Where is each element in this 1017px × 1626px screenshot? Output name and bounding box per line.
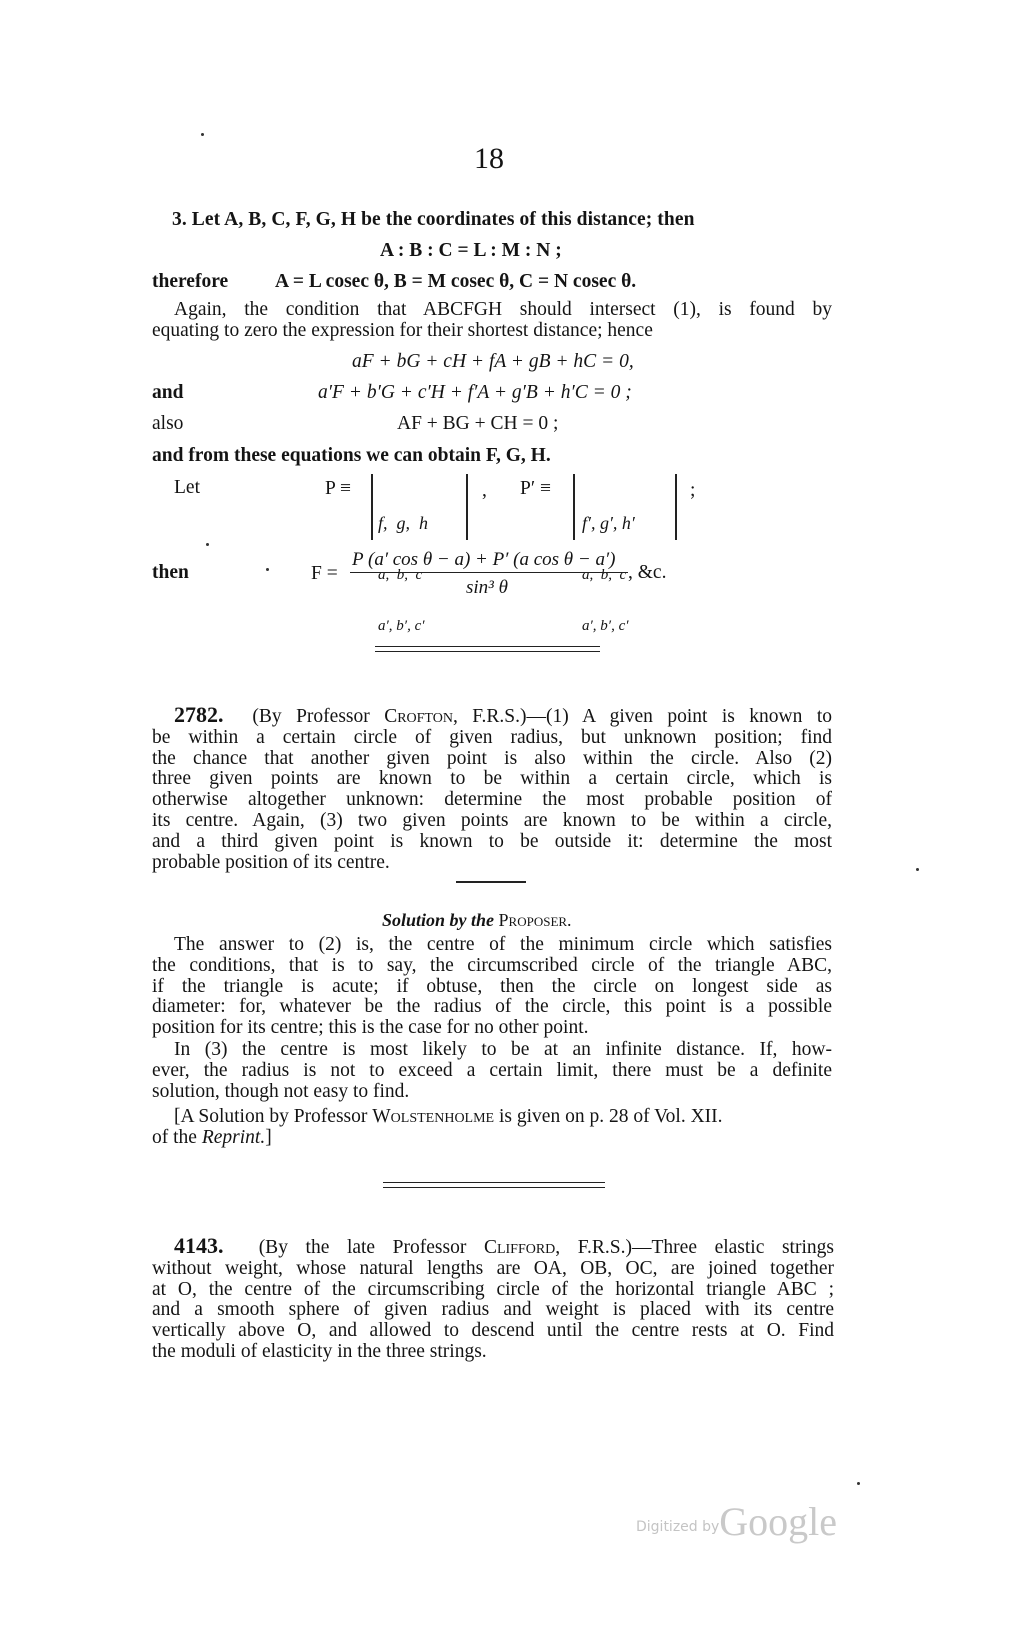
q2782-line: be within a certain circle of given radius, but unknown position; find	[152, 726, 832, 748]
q4143-line: vertically above O, and allowed to descend until the centre rests at O. Find	[152, 1320, 834, 1342]
q2782-text	[152, 702, 832, 873]
q4143-text	[152, 1233, 834, 1363]
P-row: a, b, c	[378, 567, 423, 583]
q2782-line: the chance that another given point is also within the circle. Also (2)	[152, 747, 832, 769]
scan-speck	[916, 868, 919, 871]
solution-line: diameter: for, whatever be the radius of the circle, this point is a possible	[152, 996, 832, 1018]
q2782-line: (By Professor Crofton, F.R.S.)—(1) A given point is known to	[252, 706, 832, 727]
q4143-line: without weight, whose natural lengths are OA, OB, OC, are joined together	[152, 1257, 834, 1279]
Pprime-row: f′, g′, h′	[582, 513, 635, 533]
reprint-note-pre: of the	[152, 1127, 197, 1148]
F-denominator: sin³ θ	[466, 577, 508, 598]
P-row: a′, b′, c′	[378, 618, 425, 634]
Pprime-row: a, b, c	[582, 567, 627, 583]
again-paragraph	[152, 300, 832, 342]
google-logo: Google	[719, 1499, 838, 1544]
ratio-equation: A : B : C = L : M : N ;	[380, 240, 562, 261]
also-label: also	[152, 413, 184, 434]
scan-speck	[201, 133, 204, 136]
solution-paragraph-2	[152, 1040, 832, 1102]
reprint-note-italic: Reprint.	[201, 1127, 266, 1148]
name-smallcaps: Wolstenholme	[372, 1106, 495, 1127]
q2782-line: three given points are known to be within a certain circle, which is	[152, 768, 832, 790]
equation-1: aF + bG + cH + fA + gB + hC = 0,	[352, 351, 634, 372]
scan-speck	[206, 543, 209, 546]
solution-heading	[382, 910, 572, 931]
P-determinant-right-bar	[466, 474, 468, 540]
q4143-first-line	[152, 1233, 834, 1259]
therefore-label: therefore	[152, 271, 229, 292]
q2782-line: and a third given point is known to be outside it: determine the most	[152, 830, 832, 852]
solution-line: if the triangle is acute; if obtuse, then the circle on longest side as	[152, 975, 832, 997]
section-divider-1-top	[375, 646, 600, 647]
F-fraction-bar	[350, 572, 628, 573]
section-divider-1-bottom	[375, 651, 600, 652]
solution-line: In (3) the centre is most likely to be at an infinite distance. If, how-	[174, 1039, 832, 1060]
again-line: Again, the condition that ABCFGH should intersect (1), is found by	[174, 299, 832, 320]
solution-line: position for its centre; this is the case for no other point.	[152, 1017, 589, 1039]
again-line: equating to zero the expression for their shortest distance; hence	[152, 319, 653, 341]
scan-speck	[266, 568, 269, 571]
F-lhs: F =	[311, 563, 338, 584]
short-divider	[456, 881, 526, 883]
solution-heading-proposer: Proposer.	[498, 910, 572, 930]
solution-line: solution, though not easy to find.	[152, 1080, 410, 1102]
reprint-note-post: ]	[265, 1127, 272, 1148]
P-symbol: P ≡	[325, 478, 351, 499]
F-numerator: P (a′ cos θ − a) + P′ (a cos θ − a′)	[352, 549, 616, 570]
and-label: and	[152, 382, 184, 403]
q2782-line: probable position of its centre.	[152, 851, 390, 873]
q4143-number: 4143.	[174, 1233, 224, 1258]
then-label: then	[152, 562, 189, 583]
q4143-line: and a smooth sphere of given radius and weight is placed with its centre	[152, 1299, 834, 1321]
q2782-number: 2782.	[174, 702, 224, 727]
P-comma: ,	[482, 480, 487, 501]
reprint-note-line1	[174, 1106, 723, 1127]
Pprime-determinant-left-bar	[573, 474, 575, 540]
solution-line: ever, the radius is not to exceed a certain limit, there must be a definite	[152, 1059, 832, 1081]
P-determinant-left-bar	[371, 474, 373, 540]
equation-2: a′F + b′G + c′H + f′A + g′B + h′C = 0 ;	[318, 382, 632, 403]
P-prime-symbol: P′ ≡	[520, 478, 551, 499]
q4143-line: the moduli of elasticity in the three strings.	[152, 1340, 487, 1362]
page-number: 18	[474, 142, 504, 175]
q2782-line: otherwise altogether unknown: determine the most probable position of	[152, 789, 832, 811]
q2782-line: its centre. Again, (3) two given points are known to be within a circle,	[152, 809, 832, 831]
part3-line1: 3. Let A, B, C, F, G, H be the coordinates of this distance; then	[172, 209, 695, 230]
let-label: Let	[174, 477, 200, 498]
Pprime-determinant-right-bar	[675, 474, 677, 540]
reprint-note-text: [A Solution by Professor Wolstenholme is given on p. 28 of Vol. XII.	[174, 1106, 723, 1127]
from-equations-line: and from these equations we can obtain F, G, H.	[152, 445, 551, 466]
solution-heading-italic: Solution by the	[382, 910, 495, 930]
P-prime-semicolon: ;	[690, 480, 696, 501]
google-watermark	[636, 1498, 837, 1545]
q4143-line: at O, the centre of the circumscribing circle of the horizontal triangle ABC ;	[152, 1278, 834, 1300]
therefore-equation: A = L cosec θ, B = M cosec θ, C = N cosec θ.	[275, 271, 637, 292]
solution-paragraph-1	[152, 935, 832, 1039]
solution-line: the conditions, that is to say, the circumscribed circle of the triangle ABC,	[152, 954, 832, 976]
watermark-prefix: Digitized by	[636, 1519, 720, 1535]
scan-speck	[857, 1482, 860, 1485]
section-divider-2-top	[383, 1182, 605, 1183]
name-smallcaps: Crofton	[384, 706, 453, 727]
solution-line: The answer to (2) is, the centre of the minimum circle which satisfies	[174, 934, 832, 955]
reprint-note-line2	[152, 1127, 272, 1148]
q4143-line: (By the late Professor Clifford, F.R.S.)—Three elastic strings	[258, 1237, 834, 1258]
q2782-first-line	[152, 702, 832, 728]
Pprime-row: a′, b′, c′	[582, 618, 629, 634]
section-divider-2-bottom	[383, 1187, 605, 1188]
P-row: f, g, h	[378, 513, 429, 533]
name-smallcaps: Clifford	[483, 1237, 556, 1258]
equation-3: AF + BG + CH = 0 ;	[397, 413, 559, 434]
F-tail: , &c.	[628, 562, 667, 583]
